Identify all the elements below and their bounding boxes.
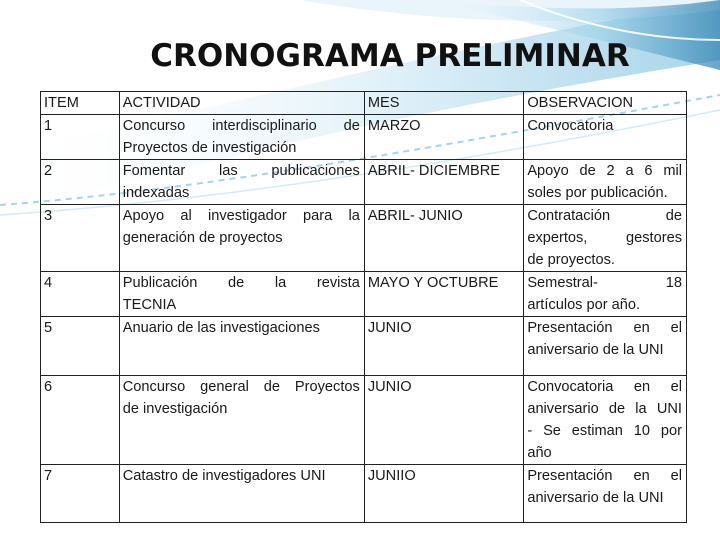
activity-text: Publicación de la revista: [122, 275, 360, 291]
item-number: 4: [44, 275, 53, 291]
activity-text: Anuario de las investigaciones: [122, 320, 320, 336]
item-number: 6: [44, 379, 53, 395]
cell-observation: [524, 115, 687, 160]
page-title: CRONOGRAMA PRELIMINAR: [150, 38, 630, 74]
header-activity-label: ACTIVIDAD: [122, 95, 201, 111]
table-row: [41, 376, 687, 465]
cell-activity: [119, 272, 364, 317]
observation-text: artículos por año.: [527, 297, 641, 313]
activity-text: generación de proyectos: [122, 230, 283, 246]
item-number: 7: [44, 468, 53, 484]
activity-text: Proyectos de investigación: [122, 140, 297, 156]
observation-text: Semestral- 18: [527, 275, 682, 291]
item-number: 3: [44, 208, 53, 224]
cell-observation: [524, 376, 687, 465]
cell-month: [364, 465, 524, 523]
cell-item: [41, 115, 120, 160]
cell-observation: [524, 465, 687, 523]
observation-text: aniversario de la UNI: [527, 401, 682, 417]
schedule-table: [40, 91, 687, 523]
month-text: JUNIIO: [367, 468, 416, 484]
activity-text: indexadas: [122, 185, 190, 201]
header-month: [364, 92, 524, 115]
cell-month: [364, 160, 524, 205]
cell-month: [364, 317, 524, 376]
cell-month: [364, 115, 524, 160]
month-text: ABRIL- JUNIO: [367, 208, 463, 224]
cell-item: [41, 205, 120, 272]
cell-item: [41, 317, 120, 376]
cell-activity: [119, 115, 364, 160]
table-row: [41, 205, 687, 272]
cell-month: [364, 205, 524, 272]
cell-month: [364, 376, 524, 465]
table-row: [41, 317, 687, 376]
cell-activity: [119, 205, 364, 272]
month-text: MAYO Y OCTUBRE: [367, 275, 499, 291]
activity-text: Fomentar las publicaciones: [122, 163, 360, 179]
header-observation-label: OBSERVACION: [527, 95, 634, 111]
activity-text: Concurso general de Proyectos: [122, 379, 360, 395]
observation-text: - Se estiman 10 por: [527, 423, 682, 439]
item-number: 5: [44, 320, 53, 336]
month-text: JUNIO: [367, 379, 412, 395]
observation-text: aniversario de la UNI: [527, 490, 664, 506]
observation-text: Contratación de: [527, 208, 682, 224]
activity-text: de investigación: [122, 401, 228, 417]
activity-text: TECNIA: [122, 297, 177, 313]
cell-observation: [524, 317, 687, 376]
cell-item: [41, 465, 120, 523]
activity-text: Catastro de investigadores UNI: [122, 468, 326, 484]
cell-observation: [524, 272, 687, 317]
cell-activity: [119, 465, 364, 523]
header-item: [41, 92, 120, 115]
observation-text: aniversario de la UNI: [527, 342, 664, 358]
table-row: [41, 160, 687, 205]
cell-observation: [524, 160, 687, 205]
table-row: [41, 465, 687, 523]
table-header-row: [41, 92, 687, 115]
month-text: ABRIL- DICIEMBRE: [367, 163, 501, 179]
observation-text: de proyectos.: [527, 252, 615, 268]
item-number: 1: [44, 118, 53, 134]
cell-month: [364, 272, 524, 317]
activity-text: Concurso interdisciplinario de: [122, 118, 360, 134]
cell-item: [41, 272, 120, 317]
observation-text: soles por publicación.: [527, 185, 668, 201]
cell-activity: [119, 317, 364, 376]
table-row: [41, 115, 687, 160]
table-row: [41, 272, 687, 317]
cell-item: [41, 376, 120, 465]
header-item-label: ITEM: [44, 95, 79, 111]
observation-text: Apoyo de 2 a 6 mil: [527, 163, 682, 179]
table-body: [41, 115, 687, 523]
observation-text: expertos, gestores: [527, 230, 682, 246]
cell-activity: [119, 376, 364, 465]
cell-item: [41, 160, 120, 205]
month-text: MARZO: [367, 118, 421, 134]
header-activity: [119, 92, 364, 115]
cell-activity: [119, 160, 364, 205]
observation-text: Presentación en el: [527, 320, 682, 336]
observation-text: año: [527, 445, 552, 461]
item-number: 2: [44, 163, 53, 179]
observation-text: Convocatoria en el: [527, 379, 682, 395]
activity-text: Apoyo al investigador para la: [122, 208, 360, 224]
observation-text: Presentación en el: [527, 468, 682, 484]
header-observation: [524, 92, 687, 115]
month-text: JUNIO: [367, 320, 412, 336]
observation-text: Convocatoria: [527, 118, 614, 134]
header-month-label: MES: [367, 95, 400, 111]
cell-observation: [524, 205, 687, 272]
